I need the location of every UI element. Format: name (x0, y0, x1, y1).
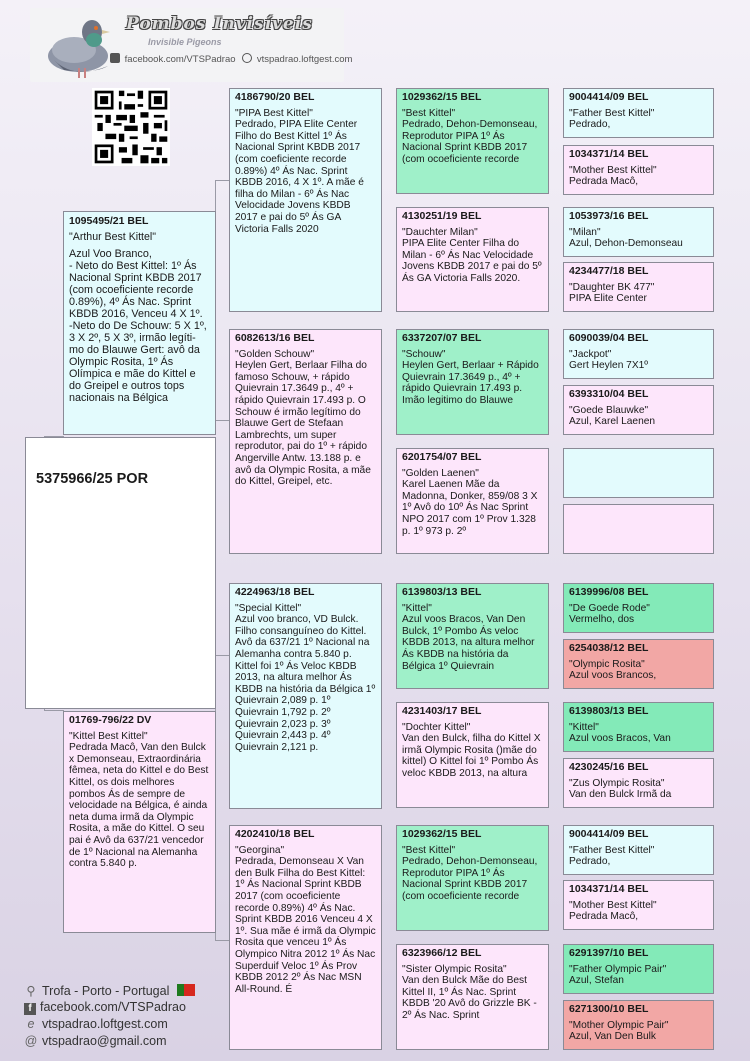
gen4-box (563, 944, 714, 994)
logo-website-link[interactable]: vtspadrao.loftgest.com (256, 54, 353, 65)
facebook-icon (110, 53, 120, 63)
logo-facebook-link[interactable]: facebook.com/VTSPadrao (124, 54, 236, 65)
gen4-name: "Jackpot" (569, 348, 612, 360)
location-pin-icon: ⚲ (26, 984, 36, 998)
gen4-description: Pedrado, (569, 856, 611, 868)
gen3-box (396, 944, 549, 1050)
gen3-name: "Sister Olympic Rosita" (402, 963, 507, 975)
gen3-name: "Kittel" (402, 602, 432, 614)
gen4-name: "Daughter BK 477" (569, 281, 655, 293)
gen3-ring: 6337207/07 BEL (402, 332, 482, 344)
gen2-name: "PIPA Best Kittel" (235, 107, 313, 119)
sire-ring: 1095495/21 BEL (69, 215, 149, 227)
gen4-ring: 6291397/10 BEL (569, 947, 649, 959)
gen3-ring: 4231403/17 BEL (402, 705, 482, 717)
subject-ring: 5375966/25 POR (36, 471, 149, 487)
gen3-ring: 6323966/12 BEL (402, 947, 482, 959)
gen4-description: Vermelho, dos (569, 614, 635, 626)
gen2-ring: 4186790/20 BEL (235, 91, 315, 103)
gen4-ring: 6271300/10 BEL (569, 1003, 649, 1015)
gen3-name: "Dauchter Milan" (402, 226, 478, 238)
gen4-ring: 6139996/08 BEL (569, 586, 649, 598)
gen3-description: Pedrado, Dehon-Demonseau, Reprodutor PIPA 1º Ás Nacional Sprint KBDB 2017 (com ocoeficiente recorde (402, 856, 538, 902)
gen2-description: Pedrada, Demonseau X Van den Bulk Filha do Best Kittel: 1º Ás Nacional Sprint KBDB 2017 (com ocoeficiente recorde 0.89%) 4º Ás Nac. Sprint KBDB 2016 Venceu 4 X 1º. Sua mãe é irmã da Olympic Rosita que venceu 1º Ás Olympico Nitra 2012 1º Ás Nac Superduif Veloc 1º Ás Prov KBDB 2012 2º Ás Nac MSN All-Round. É (235, 856, 376, 995)
gen4-description: Azul, Karel Laenen (569, 416, 656, 428)
gen4-name: "Goede Blauwke" (569, 404, 649, 416)
gen4-ring: 9004414/09 BEL (569, 828, 649, 840)
gen3-box (396, 702, 549, 808)
pigeon-image (34, 10, 114, 82)
gen4-box (563, 880, 714, 930)
gen4-ring: 6393310/04 BEL (569, 388, 649, 400)
gen4-box (563, 702, 714, 752)
contact-email (24, 1034, 167, 1048)
gen3-box (396, 583, 549, 689)
gen3-name: "Best Kittel" (402, 107, 456, 119)
gen4-name: "Mother Best Kittel" (569, 164, 657, 176)
gen2-description: Heylen Gert, Berlaar Filha do famoso Schouw, + rápido Quievrain 17.3649 p., 4º + rápido Quievrain 17.493 p. O Schouw é irmão legítimo do Blauwe Gert de Stefaan Lambrechts, um super reprodutor, pai do 1º + rápido Angerville Antw. 13.188 p. e avô da Olympic Rosita, a mãe do Kittel, Greipel, etc. (235, 360, 371, 488)
dam-description: Pedrada Macô, Van den Bulck x Demonseau, Extraordinária fêmea, neta do Kittel e do Best Kittel, os dois melhores pombos Ás de sempre de velocidade na Bélgica, é ainda neta duma irmã da Olympic Rosita, a mãe do Kittel. O seu pai é Avô da 637/21 vencedor de 1º Nacional na Alemanha contra 5.840 p. (69, 742, 209, 870)
gen3-box (396, 88, 549, 194)
gen4-description: Van den Bulck Irmã da (569, 789, 672, 801)
connector-line (215, 180, 229, 181)
gen4-ring: 1053973/16 BEL (569, 210, 649, 222)
gen4-box (563, 329, 714, 379)
gen3-description: Van den Bulck Mãe do Best Kittel II, 1º Ás Nac. Sprint KBDB '20 Avô do Grizzle BK - 2º Ás Nac. Sprint (402, 975, 537, 1021)
gen3-box (396, 825, 549, 931)
gen3-name: "Golden Laenen" (402, 467, 479, 479)
gen3-description: Heylen Gert, Berlaar + Rápido Quievrain 17.3649 p., 4º + rápido Quievrain 17.493 p. Imão legitimo do Blauwe (402, 360, 539, 406)
gen4-description: Azul voos Brancos, (569, 670, 657, 682)
logo-subtitle: Invisible Pigeons (148, 37, 222, 47)
gen4-ring: 4230245/16 BEL (569, 761, 649, 773)
gen4-name: "Mother Olympic Pair" (569, 1019, 669, 1031)
at-icon: @ (24, 1034, 38, 1048)
gen4-box (563, 385, 714, 435)
logo-links (110, 53, 352, 65)
gen4-description: Azul voos Bracos, Van (569, 733, 671, 745)
gen3-description: Karel Laenen Mãe da Madonna, Donker, 859/08 3 X 1º Avô do 10º Ás Nac Sprint NPO 2017 com 1º Prov 1.328 p. 1º 973 p. 2º (402, 479, 538, 537)
gen4-box (563, 262, 714, 312)
gen2-box (229, 88, 382, 312)
connector-line (215, 420, 229, 421)
gen4-name: "Kittel" (569, 721, 599, 733)
contact-location (24, 983, 195, 998)
gen4-description: Azul, Stefan (569, 975, 624, 987)
sire-description: Azul Voo Branco, - Neto do Best Kittel: 1º Ás Nacional Sprint KBDB 2017 (com ocoeficiente recorde 0.89%), 4º Ás Nac. Sprint KBDB 2016, Venceu 4 X 1º. -Neto do De Schouw: 5 X 1º, 3 X 2º, 5 X 3º, irmão legíti-mo do Blauwe Gert: avô da Olympic Rosita, 1º Ás Olímpica e mãe do Kittel e do Greipel e outros tops nacionais na Bélgica (69, 248, 207, 404)
contact-facebook (24, 1000, 186, 1015)
gen4-box (563, 639, 714, 689)
gen3-box (396, 448, 549, 554)
gen4-description: Azul, Van Den Bulk (569, 1031, 657, 1043)
facebook-link[interactable]: facebook.com/VTSPadrao (40, 1000, 186, 1014)
gen3-ring: 1029362/15 BEL (402, 828, 482, 840)
gen3-name: "Schouw" (402, 348, 446, 360)
gen4-box (563, 145, 714, 195)
gen4-name: "De Goede Rode" (569, 602, 650, 614)
gen4-box (563, 88, 714, 138)
subject-pigeon-box (25, 437, 216, 709)
dam-ring: 01769-796/22 DV (69, 714, 152, 726)
gen3-name: "Best Kittel" (402, 844, 456, 856)
gen2-ring: 4202410/18 BEL (235, 828, 315, 840)
gen2-description: Azul voo branco, VD Bulck. Filho consanguíneo do Kittel. Avô da 637/21 1º Nacional na Alemanha contra 5.840 p. Kittel foi 1º Ás Veloc KBDB 2013, na altura melhor Ás KBDB na história da Bélgica 1º Quievrain 2,089 p. 1º Quievrain 1,792 p. 2º Quievrain 2,023 p. 3º Quievrain 2,443 p. 4º Quievrain 2,121 p. (235, 614, 376, 753)
gen2-name: "Georgina" (235, 844, 285, 856)
gen2-description: Pedrado, PIPA Elite Center Filho do Best Kittel 1º Ás Nacional Sprint KBDB 2017 (com coeficiente recorde 0.89%) 4º Ás Nac. Sprint KBDB 2016, 4 X 1º. A mãe é filha do Milan - 6º Ás Nac Velocidade Jovens KBDB 2017 e pai do 5º Ás GA Victoria Falls 2020 (235, 119, 364, 235)
gen3-box (396, 329, 549, 435)
gen3-box (396, 207, 549, 312)
gen4-name: "Father Best Kittel" (569, 107, 655, 119)
gen4-description: PIPA Elite Center (569, 293, 647, 305)
gen4-ring: 9004414/09 BEL (569, 91, 649, 103)
gen3-description: Pedrado, Dehon-Demonseau, Reprodutor PIPA 1º Ás Nacional Sprint KBDB 2017 (com ocoeficiente recorde (402, 119, 538, 165)
gen2-box (229, 329, 382, 554)
e-icon: e (27, 1017, 35, 1031)
qr-code (92, 88, 170, 166)
gen4-name: "Olympic Rosita" (569, 658, 645, 670)
gen3-name: "Dochter Kittel" (402, 721, 471, 733)
gen4-description: Pedrado, (569, 119, 611, 131)
logo-title: Pombos Invisíveis (126, 14, 313, 34)
gen4-description: Pedrada Macô, (569, 176, 639, 188)
gen4-ring: 6090039/04 BEL (569, 332, 649, 344)
gen4-box-empty (563, 504, 714, 554)
gen2-name: "Special Kittel" (235, 602, 302, 614)
sire-box (63, 211, 216, 435)
gen2-box (229, 825, 382, 1050)
gen4-box (563, 583, 714, 633)
gen4-name: "Mother Best Kittel" (569, 899, 657, 911)
gen4-description: Azul, Dehon-Demonseau (569, 238, 683, 250)
gen4-box (563, 207, 714, 257)
gen2-ring: 4224963/18 BEL (235, 586, 315, 598)
gen4-box (563, 825, 714, 875)
gen4-ring: 6254038/12 BEL (569, 642, 649, 654)
contact-website (24, 1017, 168, 1031)
gen3-ring: 6201754/07 BEL (402, 451, 482, 463)
gen2-ring: 6082613/16 BEL (235, 332, 315, 344)
dam-box (63, 711, 216, 933)
gen3-description: PIPA Elite Center Filha do Milan - 6º Ás Nac Velocidade Jovens KBDB 2017 e pai do 5º Ás GA Victoria Falls 2020. (402, 238, 542, 284)
gen4-ring: 1034371/14 BEL (569, 883, 649, 895)
e-icon (242, 53, 252, 63)
connector-line (215, 940, 229, 941)
gen4-ring: 6139803/13 BEL (569, 705, 649, 717)
email-link[interactable]: vtspadrao@gmail.com (42, 1034, 167, 1048)
gen4-name: "Zus Olympic Rosita" (569, 777, 665, 789)
gen4-name: "Father Olympic Pair" (569, 963, 667, 975)
gen4-name: "Father Best Kittel" (569, 844, 655, 856)
logo-banner (30, 8, 353, 82)
gen2-box (229, 583, 382, 809)
gen4-description: Pedrada Macô, (569, 911, 639, 923)
gen4-box-empty (563, 448, 714, 498)
gen4-box (563, 1000, 714, 1050)
gen4-name: "Milan" (569, 226, 601, 238)
dam-name: "Kittel Best Kittel" (69, 730, 148, 742)
gen4-ring: 1034371/14 BEL (569, 148, 649, 160)
location-text: Trofa - Porto - Portugal (42, 984, 170, 998)
connector-line (44, 710, 64, 711)
gen3-description: Azul voos Bracos, Van Den Bulck, 1º Pombo Ás veloc KBDB 2013, na altura melhor Ás KBDB na história da Bélgica 1º Quievrain (402, 614, 535, 672)
gen3-ring: 1029362/15 BEL (402, 91, 482, 103)
gen4-description: Gert Heylen 7X1º (569, 360, 649, 372)
gen4-box (563, 758, 714, 808)
website-link[interactable]: vtspadrao.loftgest.com (42, 1017, 168, 1031)
facebook-icon: f (24, 1003, 36, 1015)
sire-name: "Arthur Best Kittel" (69, 231, 157, 243)
portugal-flag-icon (177, 984, 195, 996)
gen3-description: Van den Bulck, filha do Kittel X irmã Olympic Rosita ()mãe do kittel) O Kittel foi 1º Pombo Ás veloc KBDB 2013, na altura (402, 733, 541, 779)
gen3-ring: 4130251/19 BEL (402, 210, 482, 222)
connector-line (215, 655, 229, 656)
gen4-ring: 4234477/18 BEL (569, 265, 649, 277)
gen3-ring: 6139803/13 BEL (402, 586, 482, 598)
gen2-name: "Golden Schouw" (235, 348, 315, 360)
